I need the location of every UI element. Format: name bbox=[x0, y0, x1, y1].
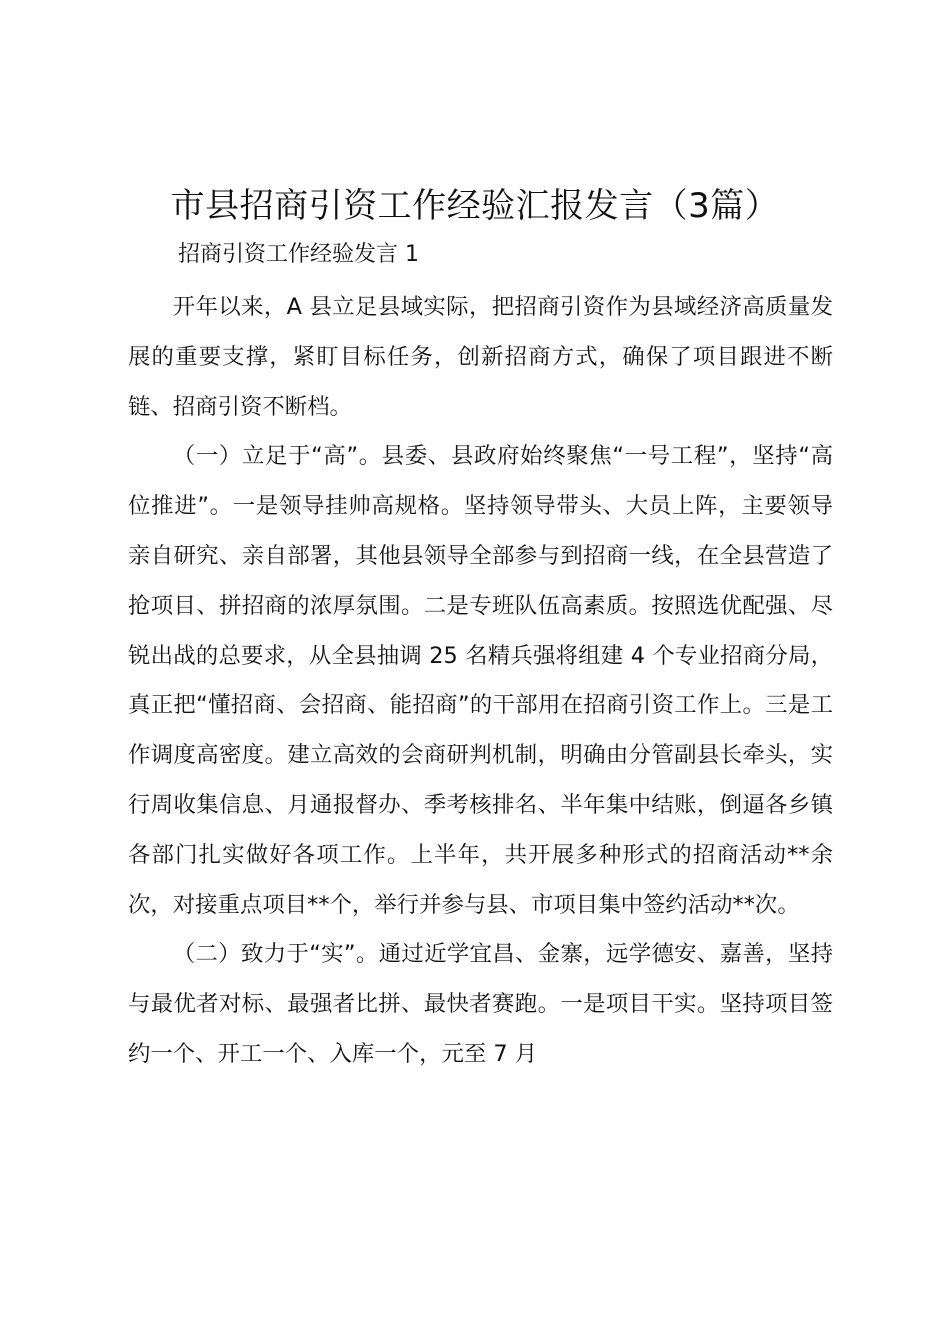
document-body bbox=[128, 283, 833, 1080]
paragraph-section-one: （一）立足于“高”。县委、县政府始终聚焦“一号工程”，坚持“高位推进”。一是领导挂帅高规格。坚持领导带头、大员上阵，主要领导亲自研究、亲自部署，其他县领导全部参与到招商一线，在全县营造了抢项目、拼招商的浓厚氛围。二是专班队伍高素质。按照选优配强、尽锐出战的总要求，从全县抽调 25 名精兵强将组建 4 个专业招商分局，真正把“懂招商、会招商、能招商”的干部用在招商引资工作上。三是工作调度高密度。建立高效的会商研判机制，明确由分管副县长牵头，实行周收集信息、月通报督办、季考核排名、半年集中结账，倒逼各乡镇各部门扎实做好各项工作。上半年，共开展多种形式的招商活动**余次，对接重点项目**个，举行并参与县、市项目集中签约活动**次。 bbox=[128, 443, 833, 918]
paragraph-section-two: （二）致力于“实”。通过近学宜昌、金寨，远学德安、嘉善，坚持与最优者对标、最强者比拼、最快者赛跑。一是项目干实。坚持项目签约一个、开工一个、入库一个，元至 7 月 bbox=[128, 941, 833, 1067]
document-title: 市县招商引资工作经验汇报发言（3篇） bbox=[170, 186, 780, 226]
paragraph-intro: 开年以来，A 县立足县域实际，把招商引资作为县域经济高质量发展的重要支撑，紧盯目标任务，创新招商方式，确保了项目跟进不断链、招商引资不断档。 bbox=[128, 294, 833, 420]
section-subtitle: 招商引资工作经验发言 1 bbox=[178, 242, 419, 267]
